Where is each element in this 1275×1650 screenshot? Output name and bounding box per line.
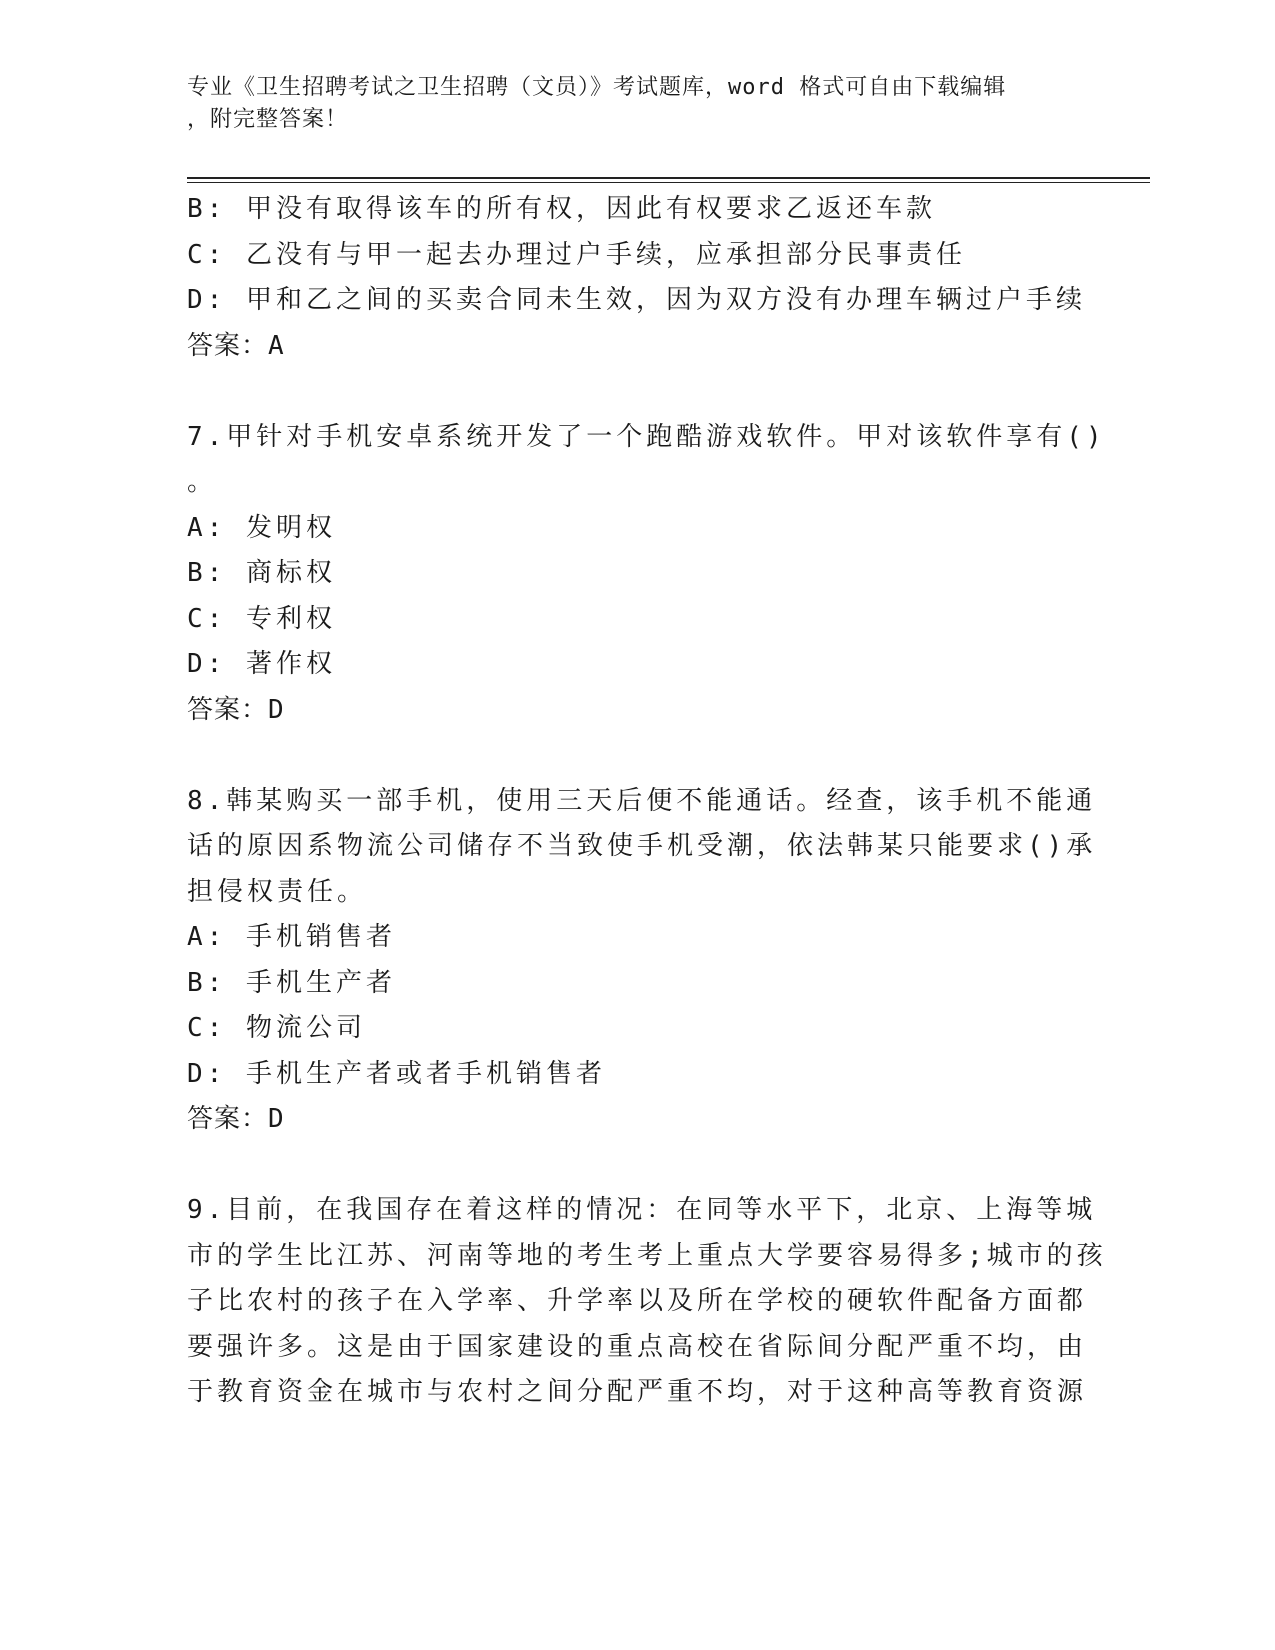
question-8 — [187, 779, 1097, 1143]
document-body — [187, 187, 1107, 1416]
q9-stem-line-3: 子比农村的孩子在入学率、升学率以及所在学校的硬软件配备方面都 — [187, 1286, 1088, 1316]
q9-stem-line-2: 市的学生比江苏、河南等地的考生考上重点大学要容易得多;城市的孩 — [187, 1240, 1107, 1271]
spacer — [187, 1143, 1087, 1189]
q8-stem-line-3: 担侵权责任。 — [187, 876, 368, 907]
q8-option-d: D: 手机生产者或者手机销售者 — [187, 1058, 606, 1089]
q8-answer: 答案：D — [187, 1104, 285, 1134]
q6-option-b: B: 甲没有取得该车的所有权，因此有权要求乙返还车款 — [187, 194, 936, 224]
q7-option-d: D: 著作权 — [187, 649, 336, 679]
spacer — [187, 733, 1087, 779]
q9-stem-line-1: 9.目前，在我国存在着这样的情况：在同等水平下，北京、上海等城 — [187, 1195, 1097, 1225]
q6-option-c: C: 乙没有与甲一起去办理过户手续，应承担部分民事责任 — [187, 239, 966, 270]
q9-stem-line-5: 于教育资金在城市与农村之间分配严重不均，对于这种高等教育资源 — [187, 1377, 1088, 1407]
q8-stem-line-2: 话的原因系物流公司储存不当致使手机受潮，依法韩某只能要求()承 — [187, 831, 1097, 861]
header-line-2: ，附完整答案！ — [187, 107, 349, 132]
q8-option-a: A: 手机销售者 — [187, 922, 396, 952]
q8-option-c: C: 物流公司 — [187, 1013, 366, 1043]
q7-option-b: B: 商标权 — [187, 558, 336, 588]
q9-stem-line-4: 要强许多。这是由于国家建设的重点高校在省际间分配严重不均，由 — [187, 1331, 1088, 1362]
document-header — [187, 72, 1067, 136]
q6-answer: 答案：A — [187, 330, 285, 361]
q6-option-d: D: 甲和乙之间的买卖合同未生效，因为双方没有办理车辆过户手续 — [187, 285, 1086, 315]
q7-stem-line-1: 7.甲针对手机安卓系统开发了一个跑酷游戏软件。甲对该软件享有() — [187, 421, 1106, 452]
header-rule-thin — [187, 182, 1150, 183]
header-line-1: 专业《卫生招聘考试之卫生招聘（文员）》考试题库，word 格式可自由下载编辑 — [187, 75, 1007, 100]
q7-stem-line-2: 。 — [187, 467, 218, 497]
q8-stem-line-1: 8.韩某购买一部手机，使用三天后便不能通话。经查，该手机不能通 — [187, 785, 1097, 816]
question-7 — [187, 415, 1106, 734]
question-9 — [187, 1188, 1107, 1416]
question-6-continued — [187, 187, 1087, 369]
q7-option-a: A: 发明权 — [187, 512, 336, 543]
q8-option-b: B: 手机生产者 — [187, 967, 396, 998]
spacer — [187, 369, 1087, 415]
q7-option-c: C: 专利权 — [187, 603, 336, 634]
header-rule-thick — [187, 177, 1150, 179]
q7-answer: 答案：D — [187, 694, 285, 725]
